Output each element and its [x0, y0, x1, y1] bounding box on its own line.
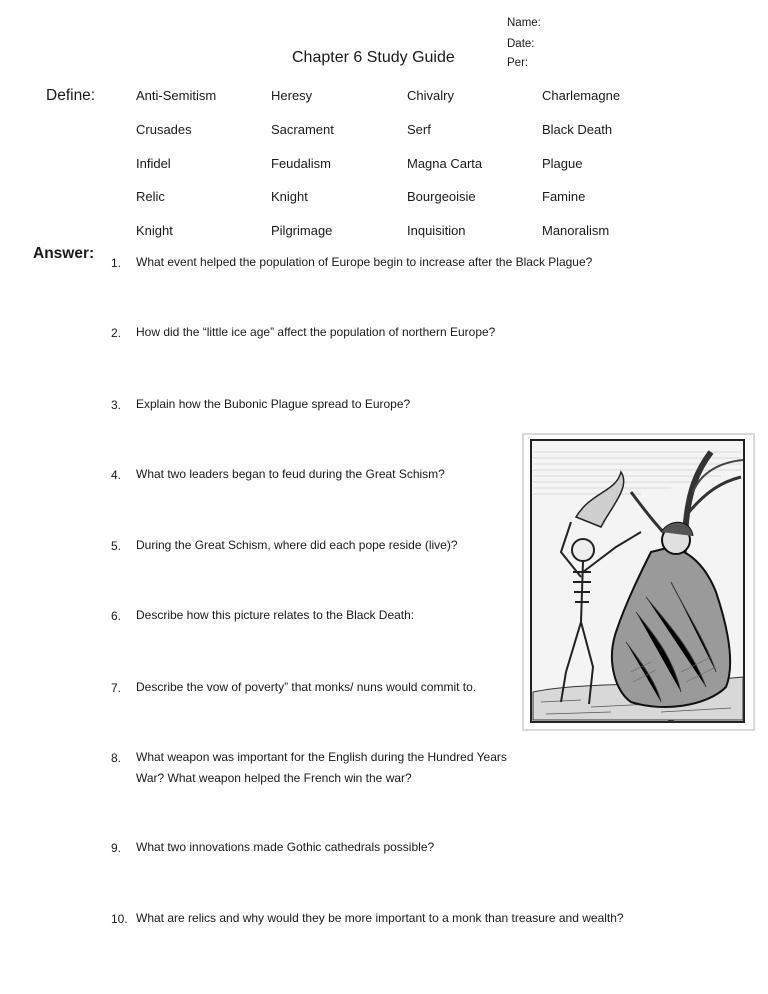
term: Magna Carta — [407, 156, 483, 171]
dance-of-death-woodcut-icon — [521, 432, 756, 732]
term: Knight — [271, 189, 308, 204]
term: Crusades — [136, 122, 192, 137]
term: Pilgrimage — [271, 223, 333, 238]
term: Manoralism — [542, 223, 610, 238]
question-number: 8. — [111, 751, 122, 765]
question-text: What weapon was important for the English during the Hundred Years — [136, 750, 507, 764]
term: Knight — [136, 223, 173, 238]
question-text-continued: War? What weapon helped the French win the war? — [136, 771, 412, 785]
question-number: 6. — [111, 609, 122, 623]
question-number: 5. — [111, 539, 122, 553]
question-text: What event helped the population of Europe begin to increase after the Black Plague? — [136, 255, 593, 269]
term: Sacrament — [271, 122, 334, 137]
question-text: Explain how the Bubonic Plague spread to Europe? — [136, 397, 411, 411]
question-text: How did the “little ice age” affect the population of northern Europe? — [136, 325, 496, 339]
question-number: 7. — [111, 681, 122, 695]
term: Charlemagne — [542, 88, 621, 103]
term: Black Death — [542, 122, 613, 137]
term: Serf — [407, 122, 431, 137]
term: Inquisition — [407, 223, 466, 238]
answer-label: Answer: — [33, 245, 95, 262]
question-number: 3. — [111, 398, 122, 412]
question-text: Describe the vow of poverty” that monks/ nuns would commit to. — [136, 680, 477, 694]
question-text: What are relics and why would they be more important to a monk than treasure and wealth? — [136, 911, 624, 925]
term: Relic — [136, 189, 165, 204]
term: Feudalism — [271, 156, 331, 171]
page-title: Chapter 6 Study Guide — [292, 49, 455, 66]
term: Bourgeoisie — [407, 189, 476, 204]
question-number: 2. — [111, 326, 122, 340]
question-number: 1. — [111, 256, 122, 270]
term: Heresy — [271, 88, 313, 103]
period-label: Per: — [507, 57, 529, 69]
question-text: Describe how this picture relates to the Black Death: — [136, 608, 415, 622]
define-label: Define: — [46, 87, 96, 104]
question-text: What two leaders began to feud during the Great Schism? — [136, 467, 445, 481]
term: Chivalry — [407, 88, 454, 103]
question-number: 9. — [111, 841, 122, 855]
question-text: During the Great Schism, where did each pope reside (live)? — [136, 538, 458, 552]
question-number: 10. — [111, 912, 128, 926]
term: Plague — [542, 156, 583, 171]
term: Anti-Semitism — [136, 88, 217, 103]
term: Famine — [542, 189, 586, 204]
date-label: Date: — [507, 38, 535, 50]
question-number: 4. — [111, 468, 122, 482]
name-label: Name: — [507, 17, 541, 29]
question-text: What two innovations made Gothic cathedrals possible? — [136, 840, 435, 854]
term: Infidel — [136, 156, 171, 171]
